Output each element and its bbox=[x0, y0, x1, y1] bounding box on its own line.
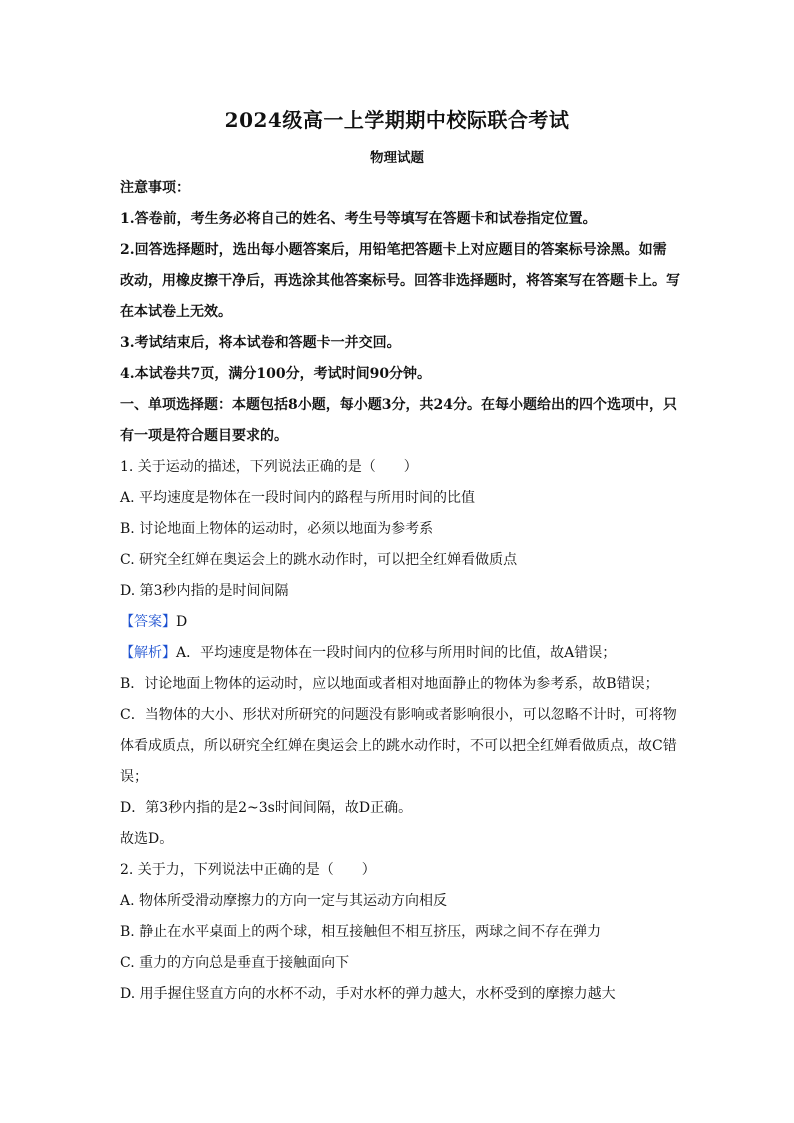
q1-option-b: B. 讨论地面上物体的运动时，必须以地面为参考系 bbox=[120, 521, 434, 537]
exam-title: 2024级高一上学期期中校际联合考试 bbox=[224, 108, 570, 132]
notice-item-4: 4.本试卷共7页，满分100分，考试时间90分钟。 bbox=[120, 366, 432, 382]
q2-option-a: A. 物体所受滑动摩擦力的方向一定与其运动方向相反 bbox=[120, 893, 448, 909]
section-heading: 一、单项选择题：本题包括8小题，每小题3分，共24分。在每小题给出的四个选项中，只有一项是符合题目要求的。 bbox=[120, 397, 677, 444]
exam-subtitle: 物理试题 bbox=[370, 150, 424, 166]
answer-value: D bbox=[176, 614, 188, 630]
q1-analysis-c: C．当物体的大小、形状对所研究的问题没有影响或者影响很小，可以忽略不计时，可将物体看成质点，所以研究全红婵在奥运会上的跳水动作时，不可以把全红婵看做质点，故C错误； bbox=[120, 707, 677, 785]
q2-stem: 2. 关于力，下列说法中正确的是（ ） bbox=[120, 862, 376, 878]
notice-item-2: 2.回答选择题时，选出每小题答案后，用铅笔把答题卡上对应题目的答案标号涂黑。如需改动，用橡皮擦干净后，再选涂其他答案标号。回答非选择题时，将答案写在答题卡上。写在本试卷上无效。 bbox=[120, 242, 680, 320]
answer-tag: 【答案】 bbox=[120, 614, 176, 630]
q2-option-c: C. 重力的方向总是垂直于接触面向下 bbox=[120, 955, 350, 971]
q1-analysis-a bbox=[120, 638, 680, 669]
q1-answer bbox=[120, 607, 680, 638]
q1-option-c: C. 研究全红婵在奥运会上的跳水动作时，可以把全红婵看做质点 bbox=[120, 552, 518, 568]
exam-content bbox=[120, 173, 680, 1010]
q1-analysis-b: B．讨论地面上物体的运动时，应以地面或者相对地面静止的物体为参考系，故B错误； bbox=[120, 676, 659, 692]
analysis-tag: 【解析】 bbox=[120, 645, 176, 661]
analysis-text-a: A．平均速度是物体在一段时间内的位移与所用时间的比值，故A错误； bbox=[176, 645, 617, 661]
q1-analysis-d: D．第3秒内指的是2~3s时间间隔，故D正确。 bbox=[120, 800, 413, 816]
q2-option-d: D. 用手握住竖直方向的水杯不动，手对水杯的弹力越大，水杯受到的摩擦力越大 bbox=[120, 986, 616, 1002]
q1-stem: 1. 关于运动的描述，下列说法正确的是（ ） bbox=[120, 459, 418, 475]
q1-option-a: A. 平均速度是物体在一段时间内的路程与所用时间的比值 bbox=[120, 490, 476, 506]
q2-option-b: B. 静止在水平桌面上的两个球，相互接触但不相互挤压，两球之间不存在弹力 bbox=[120, 924, 602, 940]
notice-heading: 注意事项： bbox=[120, 180, 190, 196]
q1-option-d: D. 第3秒内指的是时间间隔 bbox=[120, 583, 289, 599]
q1-conclusion: 故选D。 bbox=[120, 831, 174, 847]
notice-item-3: 3.考试结束后，将本试卷和答题卡一并交回。 bbox=[120, 335, 401, 351]
notice-item-1: 1.答卷前，考生务必将自己的姓名、考生号等填写在答题卡和试卷指定位置。 bbox=[120, 211, 597, 227]
